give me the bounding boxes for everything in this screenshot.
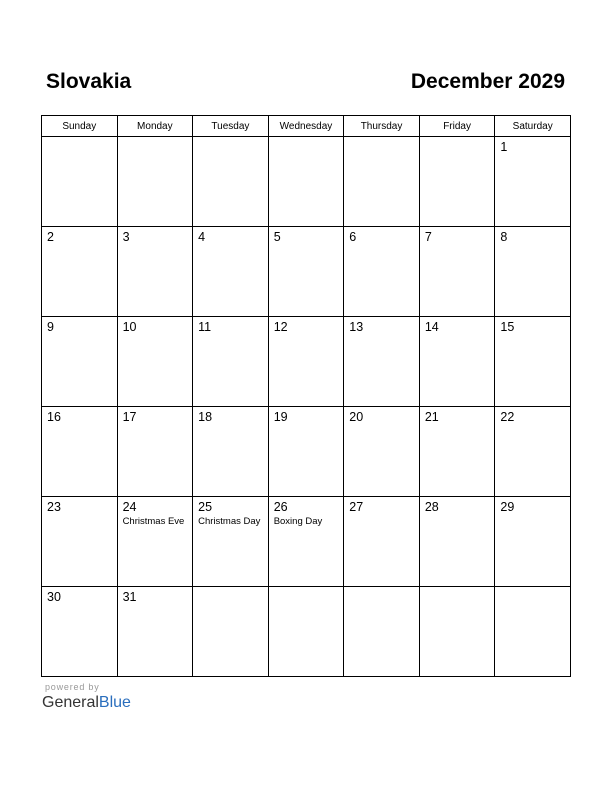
day-number: 18 — [198, 410, 213, 424]
day-cell — [117, 317, 193, 407]
week-row — [42, 317, 571, 407]
day-cell — [495, 407, 571, 497]
day-cell — [419, 137, 495, 227]
week-row — [42, 407, 571, 497]
week-row — [42, 227, 571, 317]
day-number: 6 — [349, 230, 357, 244]
day-number: 23 — [47, 500, 61, 514]
day-number: 26 — [273, 500, 288, 514]
weekday-header: Friday — [419, 116, 495, 137]
week-row — [42, 587, 571, 677]
day-number: 16 — [47, 410, 61, 424]
day-number: 24 — [122, 500, 137, 514]
day-cell — [268, 497, 344, 587]
day-cell — [42, 497, 118, 587]
day-cell — [42, 407, 118, 497]
day-cell — [344, 317, 420, 407]
day-cell — [495, 317, 571, 407]
day-number: 15 — [500, 320, 515, 334]
day-cell — [268, 587, 344, 677]
day-cell — [419, 407, 495, 497]
day-cell — [193, 137, 269, 227]
day-cell — [495, 587, 571, 677]
day-cell — [344, 227, 420, 317]
day-number: 27 — [349, 500, 364, 514]
day-cell — [117, 497, 193, 587]
holiday-label: Boxing Day — [273, 516, 323, 527]
weekday-header-row — [42, 116, 571, 137]
weekday-header: Monday — [117, 116, 193, 137]
day-number: 22 — [500, 410, 515, 424]
generalblue-logo[interactable] — [42, 694, 131, 712]
day-number: 3 — [122, 230, 130, 244]
day-number: 17 — [122, 410, 137, 424]
day-cell — [193, 407, 269, 497]
day-cell — [344, 137, 420, 227]
day-number: 9 — [47, 320, 54, 334]
day-cell — [193, 497, 269, 587]
brand-blue-text: Blue — [98, 694, 131, 711]
day-cell — [419, 317, 495, 407]
day-number: 20 — [349, 410, 364, 424]
day-cell — [268, 137, 344, 227]
day-number: 11 — [198, 320, 212, 334]
day-cell — [495, 137, 571, 227]
day-number: 8 — [500, 230, 508, 244]
weekday-header: Tuesday — [193, 116, 269, 137]
day-number: 13 — [349, 320, 364, 334]
day-cell — [42, 317, 118, 407]
weekday-header: Saturday — [495, 116, 571, 137]
weekday-header: Thursday — [344, 116, 420, 137]
day-cell — [117, 587, 193, 677]
day-cell — [344, 407, 420, 497]
calendar-grid — [41, 115, 571, 677]
week-row — [42, 137, 571, 227]
month-year-title: December 2029 — [410, 70, 565, 93]
calendar-body — [42, 137, 571, 677]
day-number: 7 — [424, 230, 432, 244]
day-cell — [495, 227, 571, 317]
day-cell — [344, 497, 420, 587]
day-number: 1 — [500, 140, 508, 154]
day-number: 4 — [198, 230, 206, 244]
weekday-header: Wednesday — [268, 116, 344, 137]
day-cell — [193, 587, 269, 677]
day-number: 12 — [273, 320, 288, 334]
day-cell — [344, 587, 420, 677]
day-cell — [419, 227, 495, 317]
day-number: 28 — [424, 500, 439, 514]
holiday-label: Christmas Day — [198, 516, 261, 527]
week-row — [42, 497, 571, 587]
powered-by-text: powered by — [45, 682, 100, 692]
weekday-header: Sunday — [42, 116, 118, 137]
day-cell — [419, 497, 495, 587]
day-cell — [268, 317, 344, 407]
country-title: Slovakia — [46, 70, 132, 93]
day-cell — [42, 587, 118, 677]
day-cell — [117, 227, 193, 317]
day-cell — [268, 227, 344, 317]
day-number: 2 — [47, 230, 54, 244]
day-cell — [268, 407, 344, 497]
day-cell — [495, 497, 571, 587]
day-cell — [193, 317, 269, 407]
brand-general-text: General — [42, 694, 99, 711]
day-number: 25 — [198, 500, 213, 514]
day-cell — [42, 137, 118, 227]
day-number: 19 — [273, 410, 288, 424]
day-cell — [117, 407, 193, 497]
day-number: 21 — [424, 410, 439, 424]
day-number: 30 — [47, 590, 61, 604]
day-cell — [117, 137, 193, 227]
day-number: 29 — [500, 500, 515, 514]
day-cell — [42, 227, 118, 317]
day-cell — [419, 587, 495, 677]
day-cell — [193, 227, 269, 317]
day-number: 10 — [122, 320, 137, 334]
day-number: 5 — [273, 230, 281, 244]
day-number: 31 — [122, 590, 137, 604]
holiday-label: Christmas Eve — [122, 516, 185, 527]
day-number: 14 — [424, 320, 439, 334]
